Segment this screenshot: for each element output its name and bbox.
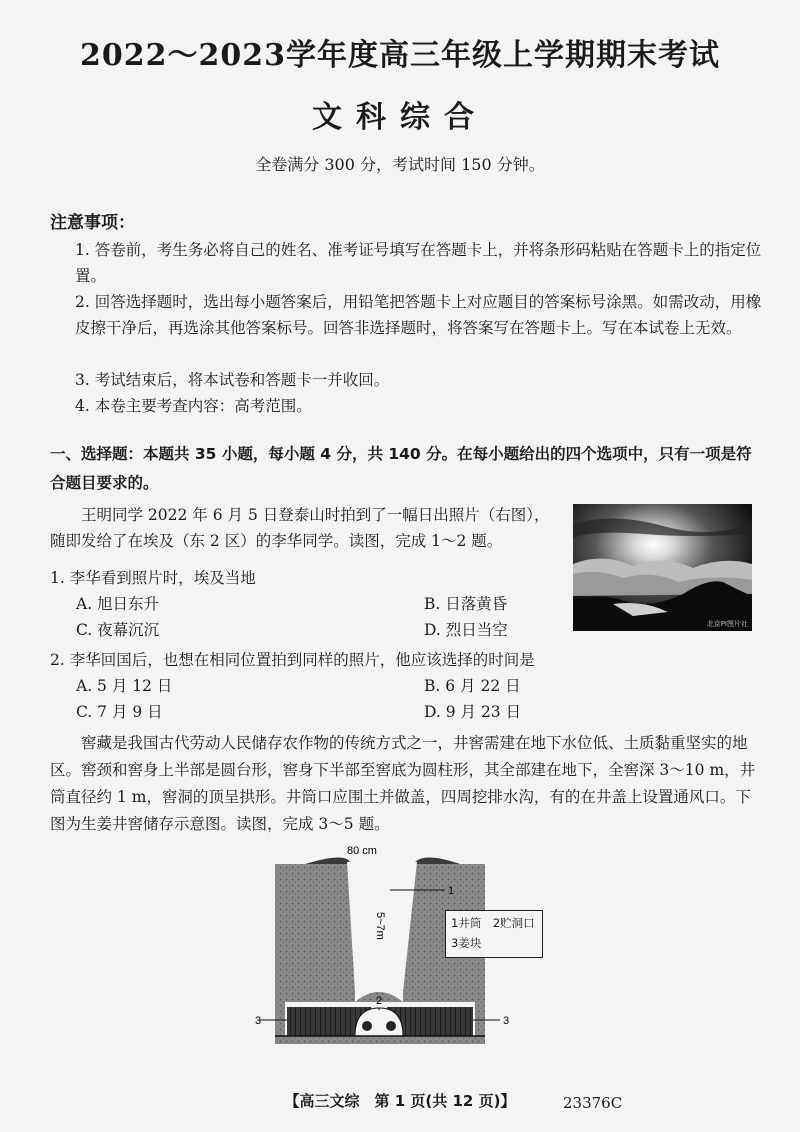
q2-option-a: A. 5 月 12 日 xyxy=(76,677,173,695)
question-2-stem: 2. 李华回国后，也想在相同位置拍到同样的照片，他应该选择的时间是 xyxy=(50,651,535,669)
diagram-legend xyxy=(445,910,543,958)
q1-option-a: A. 旭日东升 xyxy=(76,595,160,613)
page-footer: 【高三文综 第 1 页(共 12 页)】 xyxy=(284,1092,516,1110)
section-heading: 一、选择题：本题共 35 小题，每小题 4 分，共 140 分。在每小题给出的四个选项中，只有一项是符合题目要求的。 xyxy=(50,445,752,492)
q2-option-d: D. 9 月 23 日 xyxy=(424,703,522,721)
question-1-stem: 1. 李华看到照片时，埃及当地 xyxy=(50,569,256,587)
notice-title: 注意事项： xyxy=(50,213,135,233)
notice-item-4: 4. 本卷主要考查内容：高考范围。 xyxy=(75,397,312,415)
q2-option-c: C. 7 月 9 日 xyxy=(76,703,163,721)
intro-paragraph-1: 王明同学 2022 年 6 月 5 日登泰山时拍到了一幅日出照片（右图），随即发给了在埃及（东 2 区）的李华同学。读图，完成 1～2 题。 xyxy=(50,506,550,550)
diagram-label-3-right: 3 xyxy=(503,1015,510,1027)
photo-caption: 北京PI图片社 xyxy=(706,620,748,628)
diagram-depth-label: 5~7m xyxy=(374,912,386,940)
q1-option-d: D. 烈日当空 xyxy=(424,621,508,639)
q1-option-b: B. 日落黄昏 xyxy=(424,595,508,613)
diagram-label-3-left: 3 xyxy=(255,1015,262,1027)
score-info: 全卷满分 300 分，考试时间 150 分钟。 xyxy=(255,155,545,174)
legend-line-2: 3姜块 xyxy=(451,936,482,950)
diagram-top-label: 80 cm xyxy=(347,845,377,857)
paper-code: 23376C xyxy=(563,1094,623,1112)
notice-item-1: 1. 答卷前，考生务必将自己的姓名、准考证号填写在答题卡上，并将条形码粘贴在答题卡上的指定位置。 xyxy=(75,241,762,285)
exam-title: 2022～2023学年度高三年级上学期期末考试 xyxy=(80,38,720,73)
notice-item-2: 2. 回答选择题时，选出每小题答案后，用铅笔把答题卡上对应题目的答案标号涂黑。如需改动，用橡皮擦干净后，再选涂其他答案标号。回答非选择题时，将答案写在答题卡上。写在本试卷上无效。 xyxy=(75,293,762,337)
q2-option-b: B. 6 月 22 日 xyxy=(424,677,521,695)
notice-item-3: 3. 考试结束后，将本试卷和答题卡一并收回。 xyxy=(75,371,390,389)
q1-option-c: C. 夜幕沉沉 xyxy=(76,621,160,639)
exam-subtitle: 文科综合 xyxy=(312,100,488,135)
diagram-label-1: 1 xyxy=(448,885,455,897)
sunrise-photo-image xyxy=(573,504,752,631)
legend-line-1: 1井筒 2贮洞口 xyxy=(451,916,535,930)
intro-paragraph-2: 窖藏是我国古代劳动人民储存农作物的传统方式之一，井窖需建在地下水位低、土质黏重坚实的地区。窖颈和窖身上半部是圆台形，窖身下半部至窖底为圆柱形，其全部建在地下，全窖深 3～10 m，井筒直径约 1 m，窖洞的顶呈拱形。井筒口应围土并做盖，四周挖排水沟，有的在井盖上设置通风口。下图为生姜井窖储存示意图。读图，完成 3～5 题。 xyxy=(50,734,756,833)
diagram-label-2: 2 xyxy=(376,995,383,1007)
sunrise-photo xyxy=(573,504,752,631)
